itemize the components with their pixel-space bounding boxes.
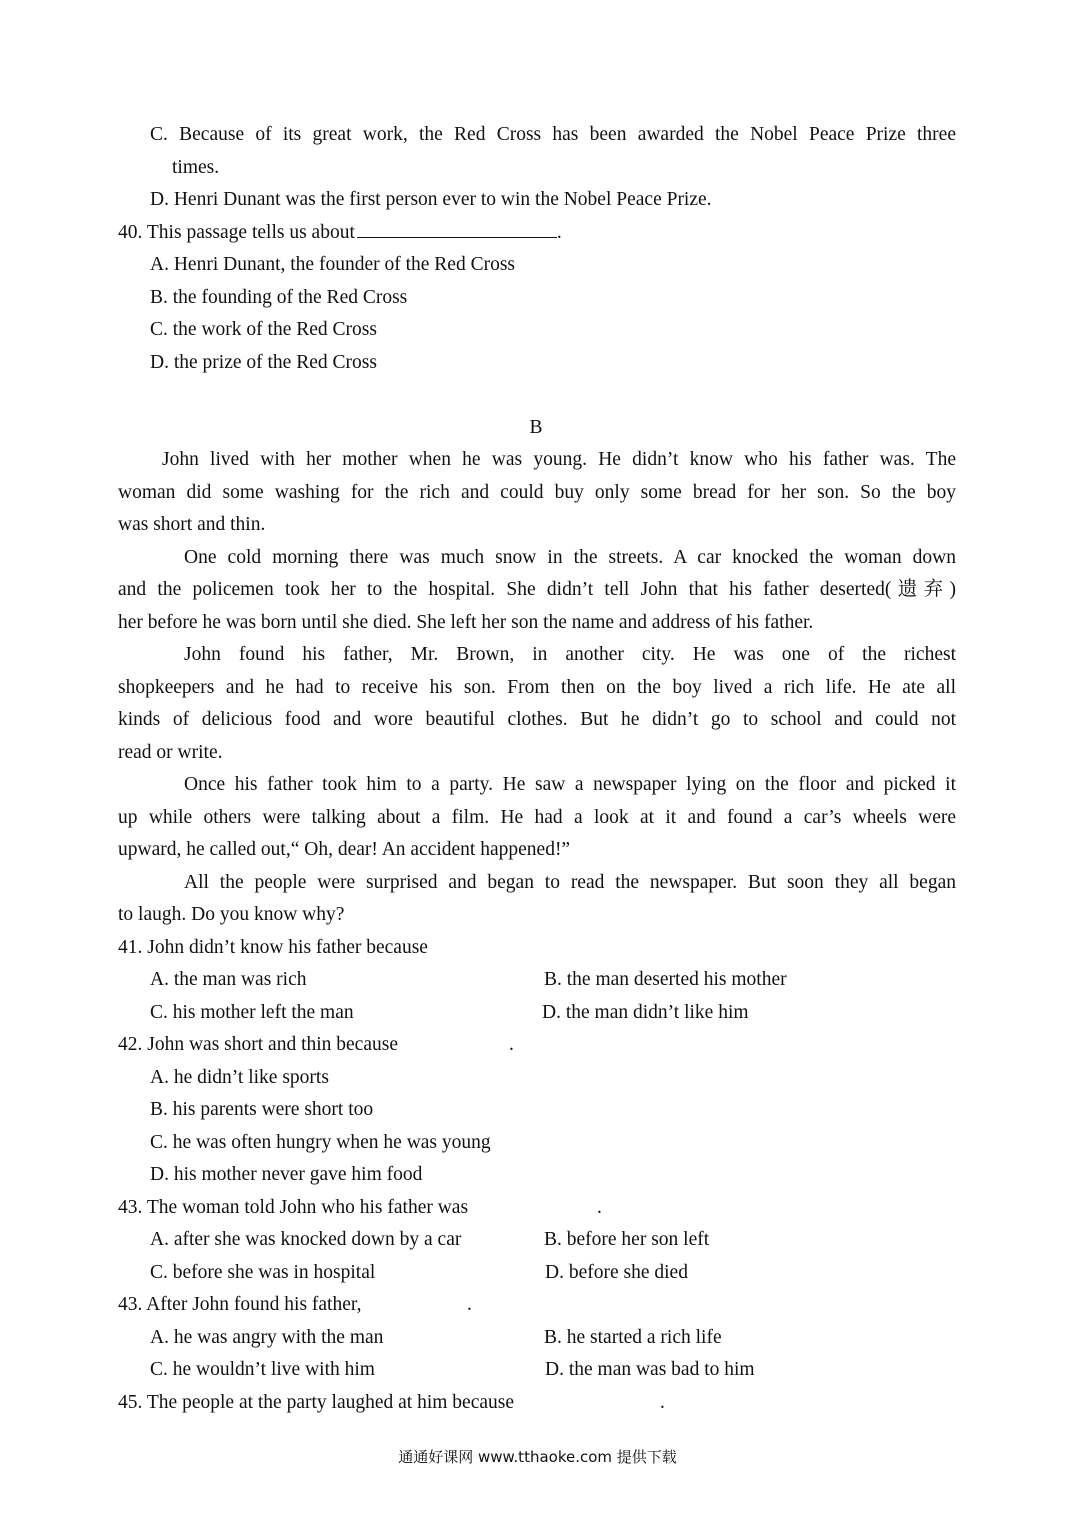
passage-p1-line1: John lived with her mother when he was young. He didn’t know who his father was. The bbox=[162, 449, 956, 470]
q41-stem: 41. John didn’t know his father because bbox=[118, 937, 428, 958]
q44-option-a: A. he was angry with the man bbox=[150, 1327, 384, 1348]
q41-option-c: C. his mother left the man bbox=[150, 1002, 354, 1023]
passage-p5-line1: All the people were surprised and began to read the newspaper. But soon they all began bbox=[184, 872, 956, 893]
q40-option-d: D. the prize of the Red Cross bbox=[150, 352, 377, 373]
passage-p4-line1: Once his father took him to a party. He saw a newspaper lying on the floor and picked it bbox=[184, 774, 956, 795]
passage-p4-line3: upward, he called out,“ Oh, dear! An accident happened!” bbox=[118, 839, 571, 860]
q42-option-d: D. his mother never gave him food bbox=[150, 1164, 423, 1185]
passage-p3-line1: John found his father, Mr. Brown, in another city. He was one of the richest bbox=[184, 644, 956, 665]
q42-stem-tail: . bbox=[509, 1034, 514, 1055]
passage-p1-line2: woman did some washing for the rich and could buy only some bread for her son. So the boy bbox=[118, 482, 956, 503]
page-footer: 通通好课网 www.tthaoke.com 提供下载 bbox=[398, 1448, 677, 1466]
q43-option-a: A. after she was knocked down by a car bbox=[150, 1229, 462, 1250]
q42-option-a: A. he didn’t like sports bbox=[150, 1067, 329, 1088]
q44-option-d: D. the man was bad to him bbox=[545, 1359, 755, 1380]
q44-stem-tail: . bbox=[467, 1294, 472, 1315]
q42-option-c: C. he was often hungry when he was young bbox=[150, 1132, 491, 1153]
q44-option-b: B. he started a rich life bbox=[544, 1327, 722, 1348]
passage-p3-line2: shopkeepers and he had to receive his son. From then on the boy lived a rich life. He ate all bbox=[118, 677, 956, 698]
passage-p2-line3: her before he was born until she died. She left her son the name and address of his father. bbox=[118, 612, 814, 633]
q44-option-c: C. he wouldn’t live with him bbox=[150, 1359, 375, 1380]
passage-p1-line3: was short and thin. bbox=[118, 514, 266, 535]
passage-p2-line2: and the policemen took her to the hospital. She didn’t tell John that his father deserted(遗弃) bbox=[118, 579, 956, 600]
q39-option-c-cont: times. bbox=[172, 157, 220, 178]
passage-p3-line3: kinds of delicious food and wore beautiful clothes. But he didn’t go to school and could not bbox=[118, 709, 956, 730]
q43-option-c: C. before she was in hospital bbox=[150, 1262, 376, 1283]
q42-stem: 42. John was short and thin because bbox=[118, 1034, 398, 1055]
q43-option-d: D. before she died bbox=[545, 1262, 688, 1283]
passage-p5-line2: to laugh. Do you know why? bbox=[118, 904, 345, 925]
q39-option-d: D. Henri Dunant was the first person ever to win the Nobel Peace Prize. bbox=[150, 189, 712, 210]
q42-option-b: B. his parents were short too bbox=[150, 1099, 374, 1120]
q40-option-a: A. Henri Dunant, the founder of the Red Cross bbox=[150, 254, 516, 275]
q41-option-d: D. the man didn’t like him bbox=[542, 1002, 749, 1023]
q45-stem: 45. The people at the party laughed at him because bbox=[118, 1392, 514, 1413]
passage-p2-line1: One cold morning there was much snow in the streets. A car knocked the woman down bbox=[184, 547, 956, 568]
section-heading: B bbox=[529, 417, 543, 438]
q44-stem: 43. After John found his father, bbox=[118, 1294, 362, 1315]
q40-stem-tail: . bbox=[556, 222, 562, 243]
q43-stem-tail: . bbox=[597, 1197, 602, 1218]
answer-blank bbox=[357, 222, 557, 238]
q45-stem-tail: . bbox=[660, 1392, 665, 1413]
q40-stem-text: 40. This passage tells us about bbox=[118, 222, 355, 243]
q43-option-b: B. before her son left bbox=[544, 1229, 710, 1250]
q39-option-c: C. Because of its great work, the Red Cross has been awarded the Nobel Peace Prize three bbox=[150, 124, 956, 145]
passage-p4-line2: up while others were talking about a film. He had a look at it and found a car’s wheels were bbox=[118, 807, 956, 828]
passage-p3-line4: read or write. bbox=[118, 742, 223, 763]
q40-option-c: C. the work of the Red Cross bbox=[150, 319, 377, 340]
q43-stem: 43. The woman told John who his father was bbox=[118, 1197, 469, 1218]
q41-option-a: A. the man was rich bbox=[150, 969, 307, 990]
q41-option-b: B. the man deserted his mother bbox=[544, 969, 787, 990]
q40-stem bbox=[118, 221, 562, 245]
q40-option-b: B. the founding of the Red Cross bbox=[150, 287, 408, 308]
